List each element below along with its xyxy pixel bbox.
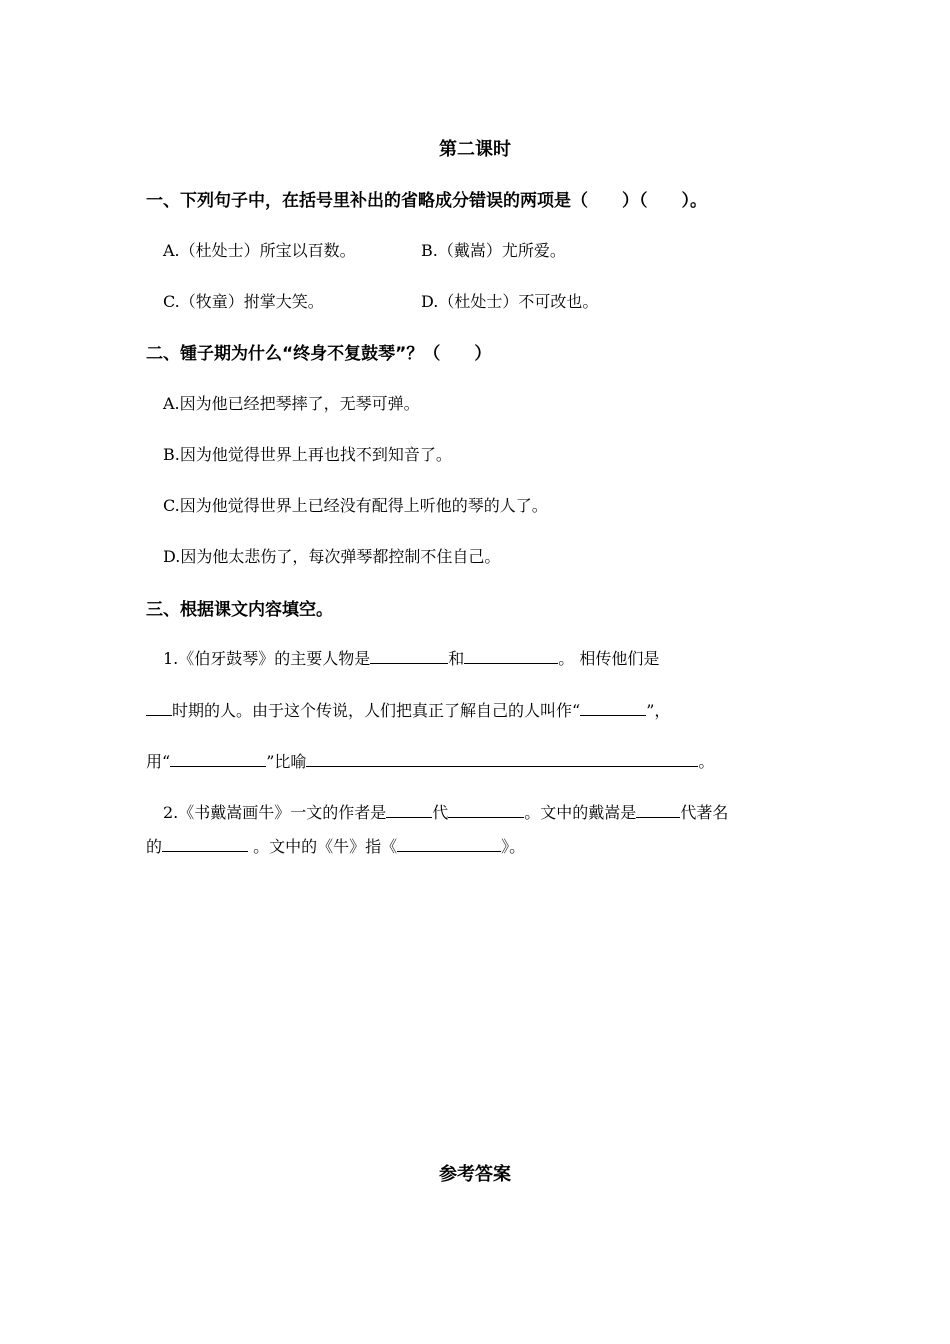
q3-text: 。 相传他们是 xyxy=(558,649,660,668)
q2-option-a: A.因为他已经把琴摔了，无琴可弹。 xyxy=(163,394,420,413)
answer-blank[interactable] xyxy=(580,699,646,716)
q3-text: 1.《伯牙鼓琴》的主要人物是 xyxy=(163,649,371,668)
answer-blank[interactable] xyxy=(370,647,448,664)
answer-blank[interactable] xyxy=(306,750,698,767)
q1-option-c: C.（牧童）拊掌大笑。 xyxy=(163,292,324,311)
q3-text: 代著名 xyxy=(680,803,729,822)
q3-sentence-2-line-1 xyxy=(163,800,728,823)
q3-text: 》。 xyxy=(501,837,526,856)
q1-option-b: B.（戴嵩）尤所爱。 xyxy=(421,241,566,260)
q1-option-d: D.（杜处士）不可改也。 xyxy=(421,292,599,311)
q2-option-c: C.因为他觉得世界上已经没有配得上听他的琴的人了。 xyxy=(163,496,548,515)
q3-text: 时期的人。由于这个传说，人们把真正了解自己的人叫作“ xyxy=(172,701,581,720)
q3-sentence-2-line-2 xyxy=(146,834,525,857)
q2-option-b: B.因为他觉得世界上再也找不到知音了。 xyxy=(163,445,452,464)
answer-blank[interactable] xyxy=(397,835,501,852)
answer-blank[interactable] xyxy=(636,801,680,818)
answer-blank[interactable] xyxy=(464,647,558,664)
q3-text: 用“ xyxy=(146,752,171,771)
q3-text: 的 xyxy=(146,837,163,856)
q3-text: 。 xyxy=(698,752,715,771)
answer-blank[interactable] xyxy=(448,801,524,818)
answer-key-title: 参考答案 xyxy=(439,1164,511,1185)
q3-text: ”比喻 xyxy=(266,752,307,771)
q3-text: 代 xyxy=(432,803,449,822)
answer-blank[interactable] xyxy=(146,699,172,716)
answer-blank[interactable] xyxy=(170,750,266,767)
question-1-stem: 一、下列句子中，在括号里补出的省略成分错误的两项是（ ）（ ）。 xyxy=(146,191,707,211)
q1-option-a: A.（杜处士）所宝以百数。 xyxy=(163,241,356,260)
lesson-title: 第二课时 xyxy=(439,139,511,160)
q3-sentence-1-line-3 xyxy=(146,749,714,772)
answer-blank[interactable] xyxy=(386,801,432,818)
q3-text: ”， xyxy=(646,701,671,720)
q3-text: 和 xyxy=(448,649,465,668)
answer-blank[interactable] xyxy=(162,835,248,852)
q3-text: 。文中的《牛》指《 xyxy=(248,837,398,856)
question-3-stem: 三、根据课文内容填空。 xyxy=(146,600,333,620)
q3-text: 。文中的戴嵩是 xyxy=(524,803,637,822)
q3-sentence-1-line-1 xyxy=(163,646,659,669)
q2-option-d: D.因为他太悲伤了，每次弹琴都控制不住自己。 xyxy=(163,547,501,566)
q3-text: 2.《书戴嵩画牛》一文的作者是 xyxy=(163,803,387,822)
q3-sentence-1-line-2 xyxy=(146,698,670,721)
question-2-stem: 二、锺子期为什么“终身不复鼓琴”？（ ） xyxy=(146,344,492,364)
